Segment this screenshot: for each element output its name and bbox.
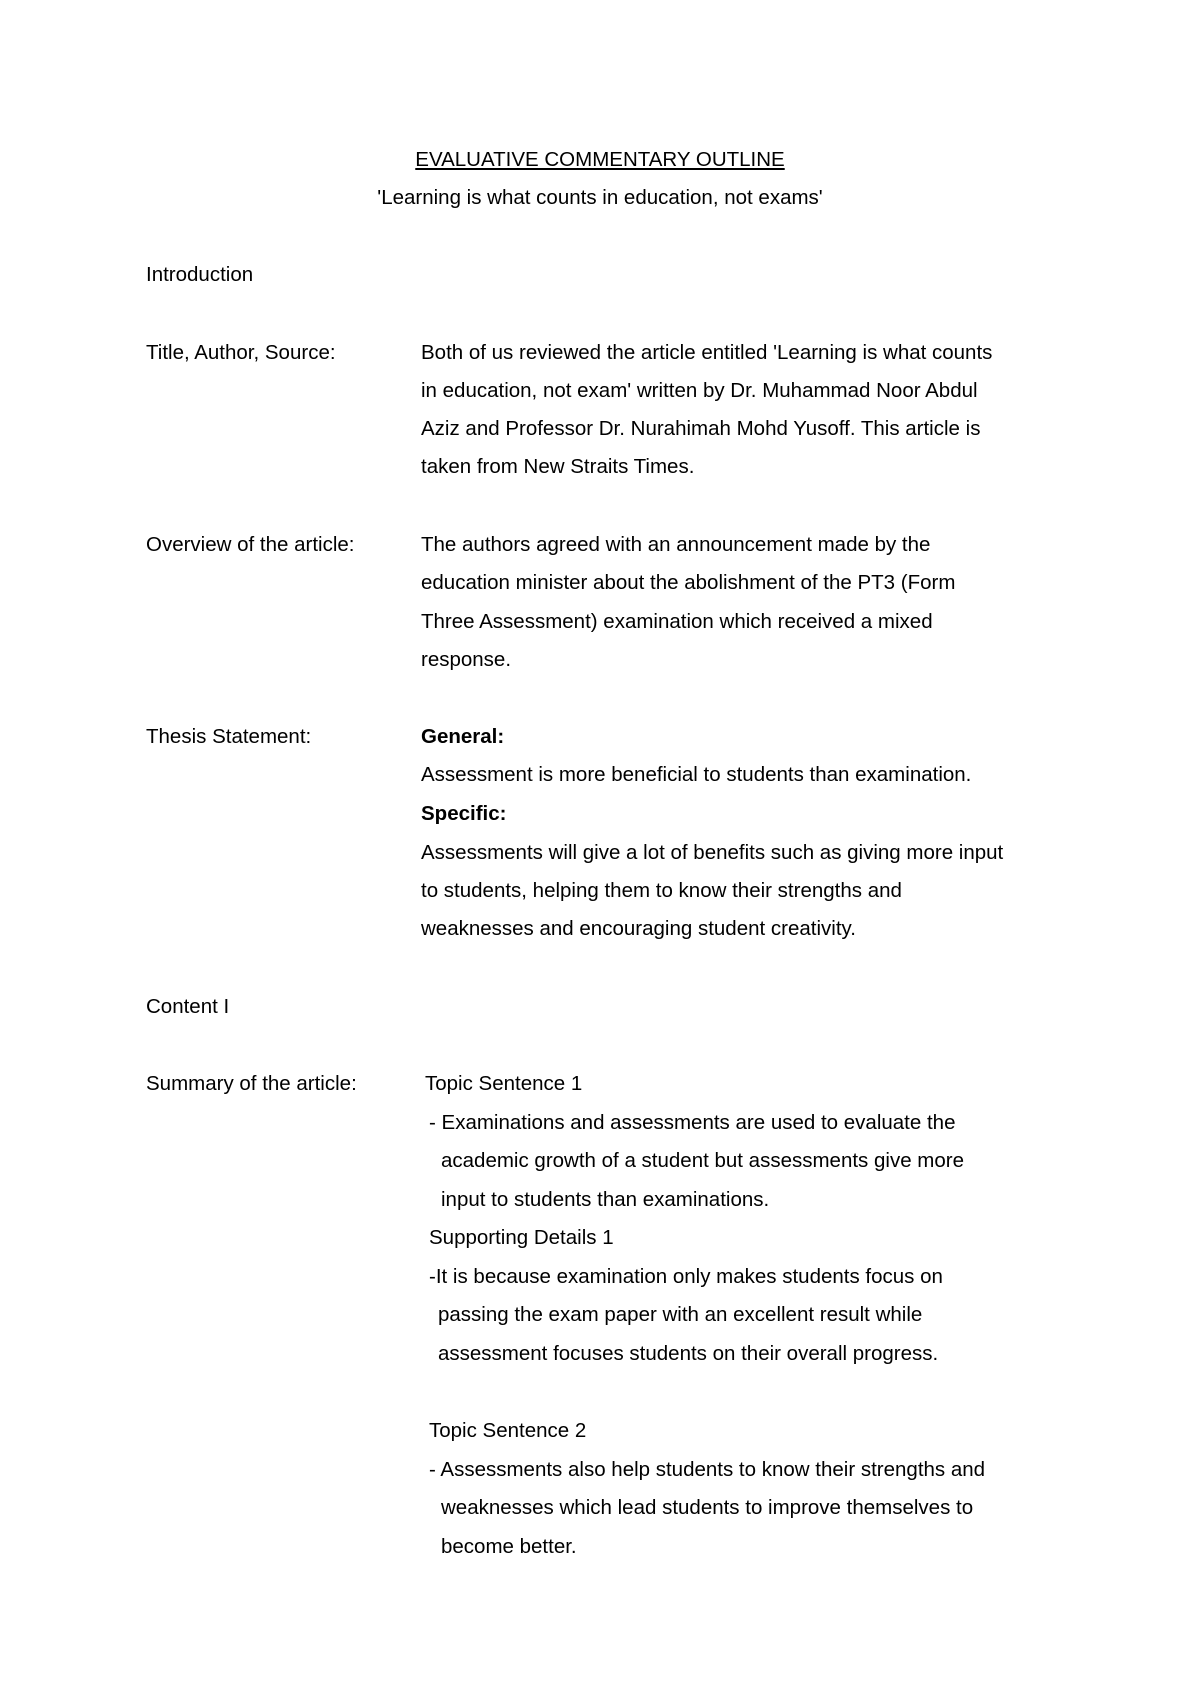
document-title: EVALUATIVE COMMENTARY OUTLINE: [415, 148, 785, 171]
title-author-source-line: Both of us reviewed the article entitled 'Learning is what counts: [421, 341, 993, 364]
title-author-source-label: Title, Author, Source:: [146, 341, 336, 364]
thesis-general-text: Assessment is more beneficial to students than examination.: [421, 763, 972, 786]
overview-line: education minister about the abolishment of the PT3 (Form: [421, 571, 956, 594]
document-subtitle: 'Learning is what counts in education, not exams': [377, 186, 823, 209]
topic-sentence-1-line: academic growth of a student but assessments give more: [441, 1149, 965, 1172]
overview-line: response.: [421, 648, 512, 671]
overview-label: Overview of the article:: [146, 533, 355, 556]
thesis-specific-line: Assessments will give a lot of benefits such as giving more input: [421, 841, 1004, 864]
content-one-heading: Content I: [146, 995, 230, 1018]
title-author-source-line: in education, not exam' written by Dr. Muhammad Noor Abdul: [421, 379, 978, 402]
summary-label: Summary of the article:: [146, 1072, 357, 1095]
supporting-details-1-line: -It is because examination only makes students focus on: [429, 1265, 943, 1288]
supporting-details-1-line: passing the exam paper with an excellent result while: [438, 1303, 923, 1326]
thesis-statement-label: Thesis Statement:: [146, 725, 312, 748]
topic-sentence-2-line: weaknesses which lead students to improve themselves to: [441, 1496, 974, 1519]
supporting-details-1-heading: Supporting Details 1: [429, 1226, 614, 1249]
topic-sentence-1-line: - Examinations and assessments are used to evaluate the: [429, 1111, 956, 1134]
supporting-details-1-line: assessment focuses students on their overall progress.: [438, 1342, 939, 1365]
topic-sentence-1-heading: Topic Sentence 1: [425, 1072, 583, 1095]
title-author-source-line: Aziz and Professor Dr. Nurahimah Mohd Yusoff. This article is: [421, 417, 981, 440]
topic-sentence-2-heading: Topic Sentence 2: [429, 1419, 587, 1442]
introduction-heading: Introduction: [146, 263, 254, 286]
overview-line: The authors agreed with an announcement made by the: [421, 533, 931, 556]
topic-sentence-2-line: become better.: [441, 1535, 577, 1558]
overview-line: Three Assessment) examination which received a mixed: [421, 610, 933, 633]
thesis-specific-line: to students, helping them to know their strengths and: [421, 879, 902, 902]
thesis-general-label: General:: [421, 725, 505, 748]
topic-sentence-2-line: - Assessments also help students to know their strengths and: [429, 1458, 986, 1481]
thesis-specific-line: weaknesses and encouraging student creativity.: [421, 917, 856, 940]
thesis-specific-label: Specific:: [421, 802, 507, 825]
topic-sentence-1-line: input to students than examinations.: [441, 1188, 770, 1211]
title-author-source-line: taken from New Straits Times.: [421, 455, 695, 478]
